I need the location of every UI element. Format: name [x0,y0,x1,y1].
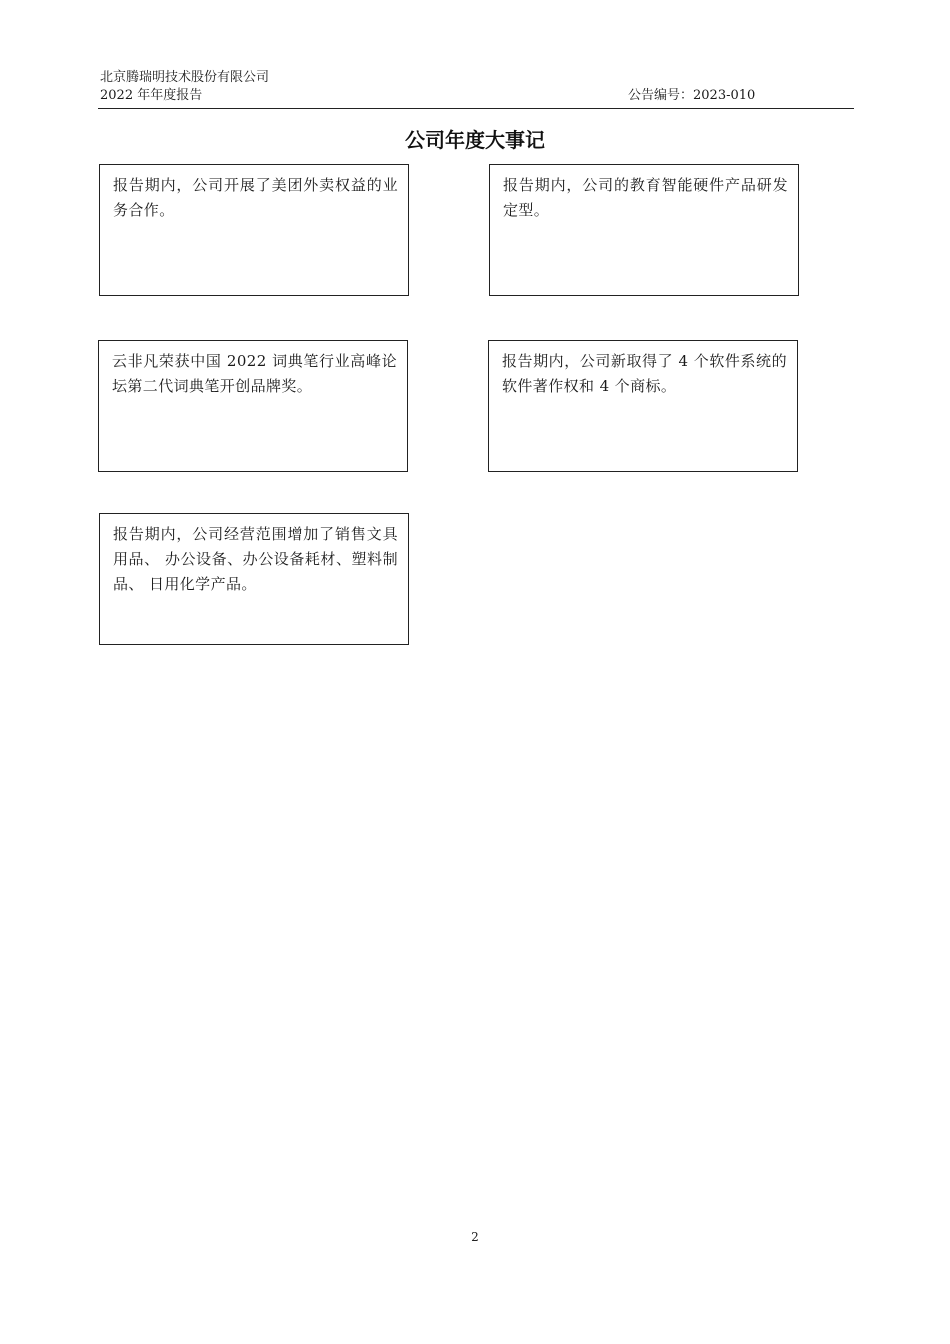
page-title: 公司年度大事记 [405,128,545,152]
event-box: 报告期内，公司的教育智能硬件产品研发定型。 [489,164,799,296]
page-header [98,66,854,109]
event-box: 报告期内，公司经营范围增加了销售文具用品、 办公设备、办公设备耗材、塑料制品、 日用化学产品。 [99,513,409,645]
event-box: 报告期内，公司开展了美团外卖权益的业务合作。 [99,164,409,296]
company-name: 北京腾瑞明技术股份有限公司 [100,70,270,85]
notice-number: 公告编号：2023-010 [628,88,756,103]
event-box: 云非凡荣获中国 2022 词典笔行业高峰论坛第二代词典笔开创品牌奖。 [98,340,408,472]
report-name: 2022 年年度报告 [100,88,203,103]
page-number: 2 [471,1230,479,1244]
event-box: 报告期内，公司新取得了 4 个软件系统的软件著作权和 4 个商标。 [488,340,798,472]
